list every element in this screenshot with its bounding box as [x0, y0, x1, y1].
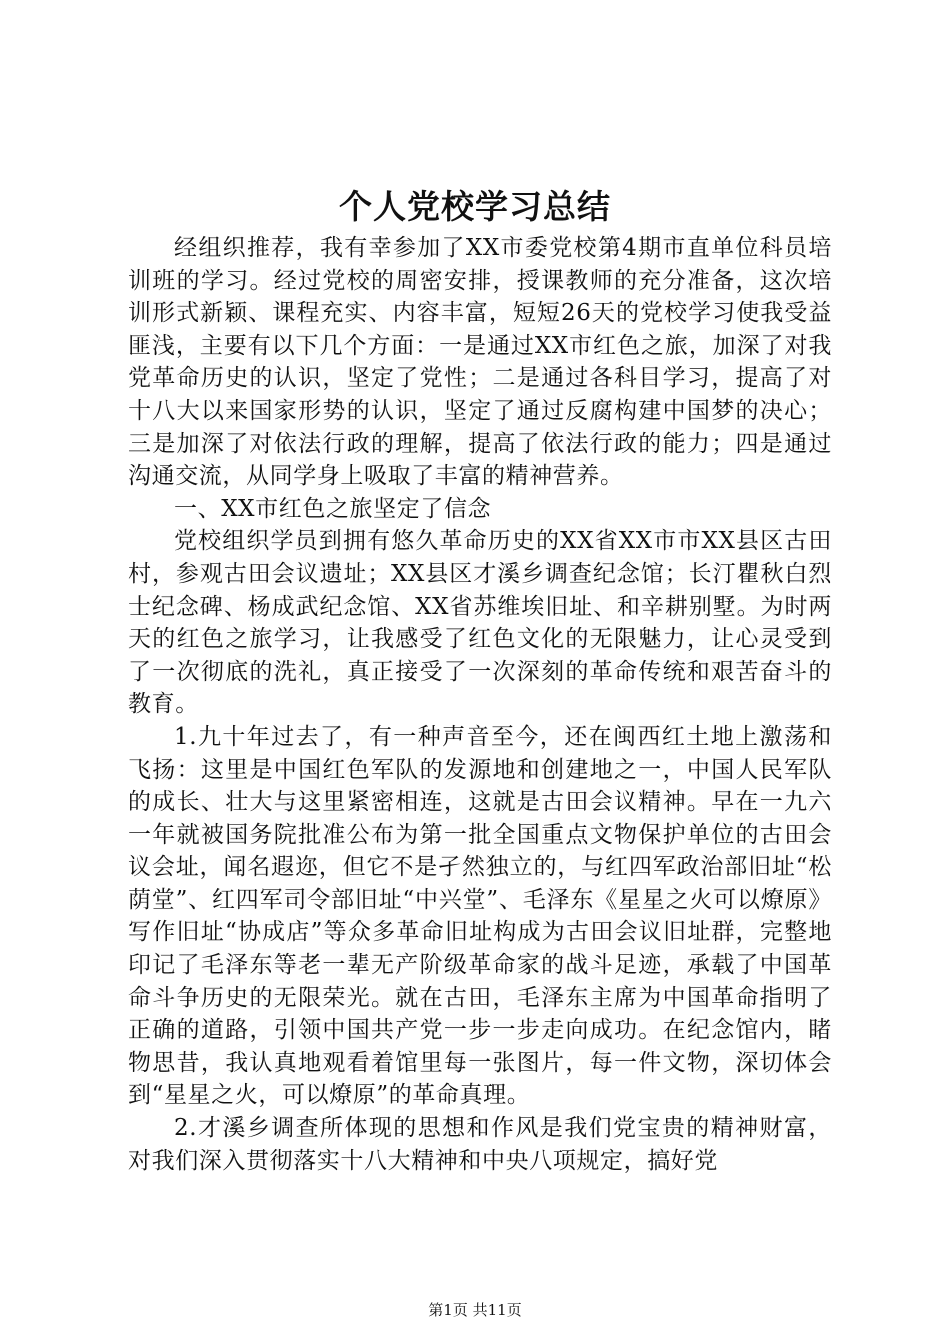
document-body	[128, 232, 832, 1177]
paragraph-point-1: 1.九十年过去了，有一种声音至今，还在闽西红土地上激荡和飞扬：这里是中国红色军队的发源地和创建地之一，中国人民军队的成长、壮大与这里紧密相连，这就是古田会议精神。早在一九六一年就被国务院批准公布为第一批全国重点文物保护单位的古田会议会址，闻名遐迩，但它不是孑然独立的，与红四军政治部旧址“松荫堂”、红四军司令部旧址“中兴堂”、毛泽东《星星之火可以燎原》写作旧址“协成店”等众多革命旧址构成为古田会议旧址群，完整地印记了毛泽东等老一辈无产阶级革命家的战斗足迹，承载了中国革命斗争历史的无限荣光。就在古田，毛泽东主席为中国革命指明了正确的道路，引领中国共产党一步一步走向成功。在纪念馆内，睹物思昔，我认真地观看着馆里每一张图片，每一件文物，深切体会到“星星之火，可以燎原”的革命真理。	[128, 723, 832, 1109]
paragraph-point-2: 2.才溪乡调查所体现的思想和作风是我们党宝贵的精神财富，对我们深入贯彻落实十八大精神和中央八项规定，搞好党	[128, 1115, 832, 1174]
paragraph-red-tour: 党校组织学员到拥有悠久革命历史的XX省XX市市XX县区古田村，参观古田会议遗址；XX县区才溪乡调查纪念馆；长汀瞿秋白烈士纪念碑、杨成武纪念馆、XX省苏维埃旧址、和辛耕别墅。为时两天的红色之旅学习，让我感受了红色文化的无限魅力，让心灵受到了一次彻底的洗礼，真正接受了一次深刻的革命传统和艰苦奋斗的教育。	[128, 528, 832, 718]
paragraph-intro: 经组织推荐，我有幸参加了XX市委党校第4期市直单位科员培训班的学习。经过党校的周密安排，授课教师的充分准备，这次培训形式新颖、课程充实、内容丰富，短短26天的党校学习使我受益匪浅，主要有以下几个方面：一是通过XX市红色之旅，加深了对我党革命历史的认识，坚定了党性；二是通过各科目学习，提高了对十八大以来国家形势的认识，坚定了通过反腐构建中国梦的决心；三是加深了对依法行政的理解，提高了依法行政的能力；四是通过沟通交流，从同学身上吸取了丰富的精神营养。	[128, 235, 832, 490]
section-heading: 一、XX市红色之旅坚定了信念	[174, 495, 492, 522]
page-footer: 第1页 共11页	[428, 1301, 522, 1319]
document-title: 个人党校学习总结	[339, 187, 611, 226]
